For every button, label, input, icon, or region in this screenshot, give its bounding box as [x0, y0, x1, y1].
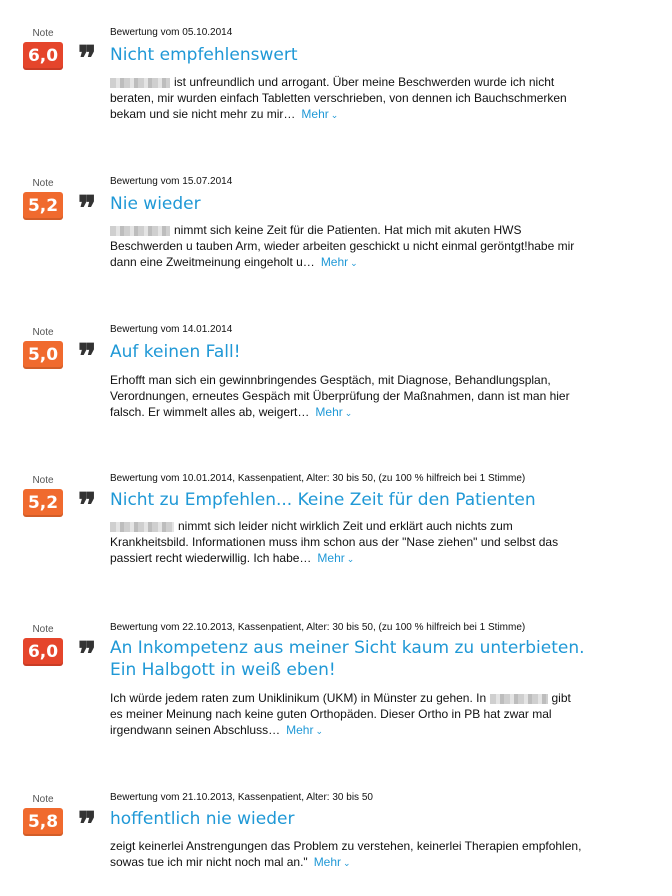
- grade-badge: 6,0: [23, 638, 63, 666]
- note-label: Note: [32, 475, 54, 486]
- grade-badge: 5,0: [23, 341, 63, 369]
- review-text: Ich würde jedem raten zum Uniklinikum (UKM) in Münster zu gehen. In gibt es meiner Meinung nach keine guten Orthopäden. Dieser Ortho in PB hat zwar mal irgendwann seinen Abschluss… Mehr ⌄: [110, 691, 571, 737]
- more-link[interactable]: Mehr ⌄: [315, 405, 353, 419]
- note-label: Note: [32, 794, 54, 805]
- redacted-name: [110, 226, 170, 236]
- review-title[interactable]: Nie wieder: [110, 194, 201, 214]
- note-label: Note: [32, 327, 54, 338]
- review-title[interactable]: Nicht zu Empfehlen... Keine Zeit für den Patienten: [110, 490, 536, 510]
- more-link[interactable]: Mehr ⌄: [317, 551, 355, 565]
- chevron-down-icon: ⌄: [330, 110, 339, 120]
- grade-badge: 5,2: [23, 489, 63, 517]
- review-meta: Bewertung vom 10.01.2014, Kassenpatient, Alter: 30 bis 50, (zu 100 % hilfreich bei 1 Stimme): [110, 473, 526, 484]
- review-meta: Bewertung vom 14.01.2014: [110, 324, 233, 335]
- quote-icon: ❞: [78, 805, 97, 845]
- review-title[interactable]: hoffentlich nie wieder: [110, 809, 295, 829]
- quote-icon: ❞: [78, 189, 97, 229]
- grade-badge: 5,8: [23, 808, 63, 836]
- chevron-down-icon: ⌄: [344, 408, 353, 418]
- redacted-name: [110, 522, 174, 532]
- more-link[interactable]: Mehr ⌄: [286, 723, 323, 737]
- review-meta: Bewertung vom 05.10.2014: [110, 27, 233, 38]
- grade-badge: 6,0: [23, 42, 63, 70]
- note-label: Note: [32, 624, 54, 635]
- review-title[interactable]: An Inkompetenz aus meiner Sicht kaum zu unterbieten. Ein Halbgott in weiß eben!: [110, 638, 585, 680]
- review-text: Erhofft man sich ein gewinnbringendes Gesptäch, mit Diagnose, Behandlungsplan, Verordnungen, erneutes Gespäch mit Überprüfung der Maßnahmen, dann ist man hier falsch. Er wimmelt alles ab, weigert… Mehr ⌄: [110, 373, 570, 419]
- chevron-down-icon: ⌄: [346, 554, 355, 564]
- quote-icon: ❞: [78, 635, 97, 675]
- review-title[interactable]: Nicht empfehlenswert: [110, 45, 298, 65]
- note-label: Note: [32, 178, 54, 189]
- review-text: nimmt sich keine Zeit für die Patienten. Hat mich mit akuten HWS Beschwerden u tauben Arm, wieder arbeiten geschickt u nicht einmal geröntgt!habe mir dann eine Zweitmeinung eingeholt u… Mehr ⌄: [110, 223, 575, 269]
- review-meta: Bewertung vom 21.10.2013, Kassenpatient, Alter: 30 bis 50: [110, 792, 373, 803]
- review-text: ist unfreundlich und arrogant. Über meine Beschwerden wurde ich nicht beraten, mir wurden einfach Tabletten verschrieben, von dennen ich Bauchschmerken bekam und sie nicht mehr zu mir… Mehr ⌄: [110, 75, 567, 121]
- chevron-down-icon: ⌄: [343, 858, 351, 868]
- more-link[interactable]: Mehr ⌄: [301, 107, 339, 121]
- review-meta: Bewertung vom 22.10.2013, Kassenpatient, Alter: 30 bis 50, (zu 100 % hilfreich bei 1 Stimme): [110, 622, 526, 633]
- quote-icon: ❞: [78, 486, 97, 526]
- redacted-name: [110, 78, 170, 88]
- more-link[interactable]: Mehr ⌄: [313, 855, 351, 869]
- review-text: zeigt keinerlei Anstrengungen das Problem zu verstehen, keinerlei Therapien empfohlen, sowas tue ich mir nicht noch mal an." Mehr ⌄: [110, 839, 582, 869]
- review-text: nimmt sich leider nicht wirklich Zeit und erklärt auch nichts zum Krankheitsbild. Informationen muss ihm schon aus der "Nase ziehen" und selbst das passiert recht wiederwillig. Ich habe… Mehr ⌄: [110, 519, 559, 565]
- note-label: Note: [32, 28, 54, 39]
- review-meta: Bewertung vom 15.07.2014: [110, 176, 233, 187]
- more-link[interactable]: Mehr ⌄: [320, 255, 358, 269]
- chevron-down-icon: ⌄: [350, 258, 358, 268]
- chevron-down-icon: ⌄: [315, 726, 323, 736]
- quote-icon: ❞: [78, 39, 97, 79]
- quote-icon: ❞: [78, 337, 97, 377]
- grade-badge: 5,2: [23, 192, 63, 220]
- review-title[interactable]: Auf keinen Fall!: [110, 342, 241, 362]
- redacted-city: [490, 694, 548, 704]
